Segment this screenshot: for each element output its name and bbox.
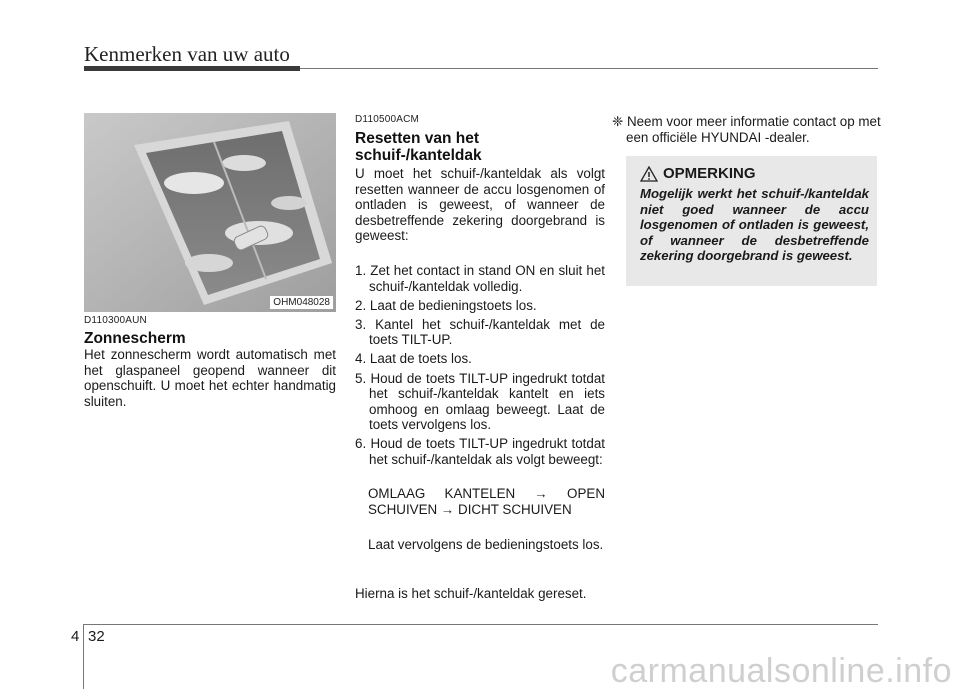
note-heading	[640, 165, 756, 182]
step-item: 6. Houd de toets TILT-UP ingedrukt totdat het schuif-/kanteldak als volgt beweegt:	[355, 436, 605, 468]
footer-divider	[83, 624, 84, 689]
note-text: Mogelijk werkt het schuif-/kanteldak niet goed wanneer de accu losgenomen of ontladen is geweest, of wanneer de desbetreffende zekering doorgebrand is geweest.	[640, 186, 869, 264]
step-item: 4. Laat de toets los.	[355, 351, 472, 367]
header-bar	[84, 66, 300, 71]
chapter-number: 4	[71, 628, 80, 645]
result-line: Hierna is het schuif-/kanteldak gereset.	[355, 586, 587, 601]
warning-icon	[640, 166, 658, 182]
step-item: 1. Zet het contact in stand ON en sluit het schuif-/kanteldak volledig.	[355, 263, 605, 294]
reset-steps	[355, 263, 605, 471]
photo-caption: OHM048028	[270, 296, 333, 309]
step-item: 2. Laat de bedieningstoets los.	[355, 297, 537, 313]
sunroof-photo	[84, 113, 336, 312]
section-code: D110500ACM	[355, 114, 420, 125]
footer-rule	[84, 624, 878, 625]
section-heading: Resetten van het schuif-/kanteldak	[355, 130, 482, 164]
movement-sequence: OMLAAG KANTELEN → OPEN SCHUIVEN → DICHT SCHUIVEN	[368, 486, 605, 517]
release-instruction: Laat vervolgens de bedieningstoets los.	[368, 537, 604, 552]
page-number: 32	[88, 628, 105, 645]
note-title: OPMERKING	[663, 165, 756, 182]
dealer-info: ❈ Neem voor meer informatie contact op met een officiële HYUNDAI -dealer.	[612, 114, 881, 145]
section-heading: Zonnescherm	[84, 330, 186, 347]
watermark: carmanualsonline.info	[610, 652, 952, 690]
step-item: 5. Houd de toets TILT-UP ingedrukt totdat het schuif-/kanteldak kantelt en iets omhoog en omlaag beweegt. Laat de toets vervolgens los.	[355, 370, 605, 433]
body-paragraph: Het zonnescherm wordt automatisch met het glaspaneel geopend wanneer dit openschuift. U moet het echter handmatig sluiten.	[84, 347, 336, 409]
section-code: D110300AUN	[84, 315, 147, 326]
intro-paragraph: U moet het schuif-/kanteldak als volgt resetten wanneer de accu losgenomen of ontladen is geweest, of wanneer de desbetreffende zekering doorgebrand is geweest:	[355, 166, 605, 244]
step-item: 3. Kantel het schuif-/kanteldak met de toets TILT-UP.	[355, 316, 605, 348]
section-title: Kenmerken van uw auto	[84, 42, 290, 66]
note-box	[626, 156, 877, 286]
header-rule	[300, 68, 878, 69]
